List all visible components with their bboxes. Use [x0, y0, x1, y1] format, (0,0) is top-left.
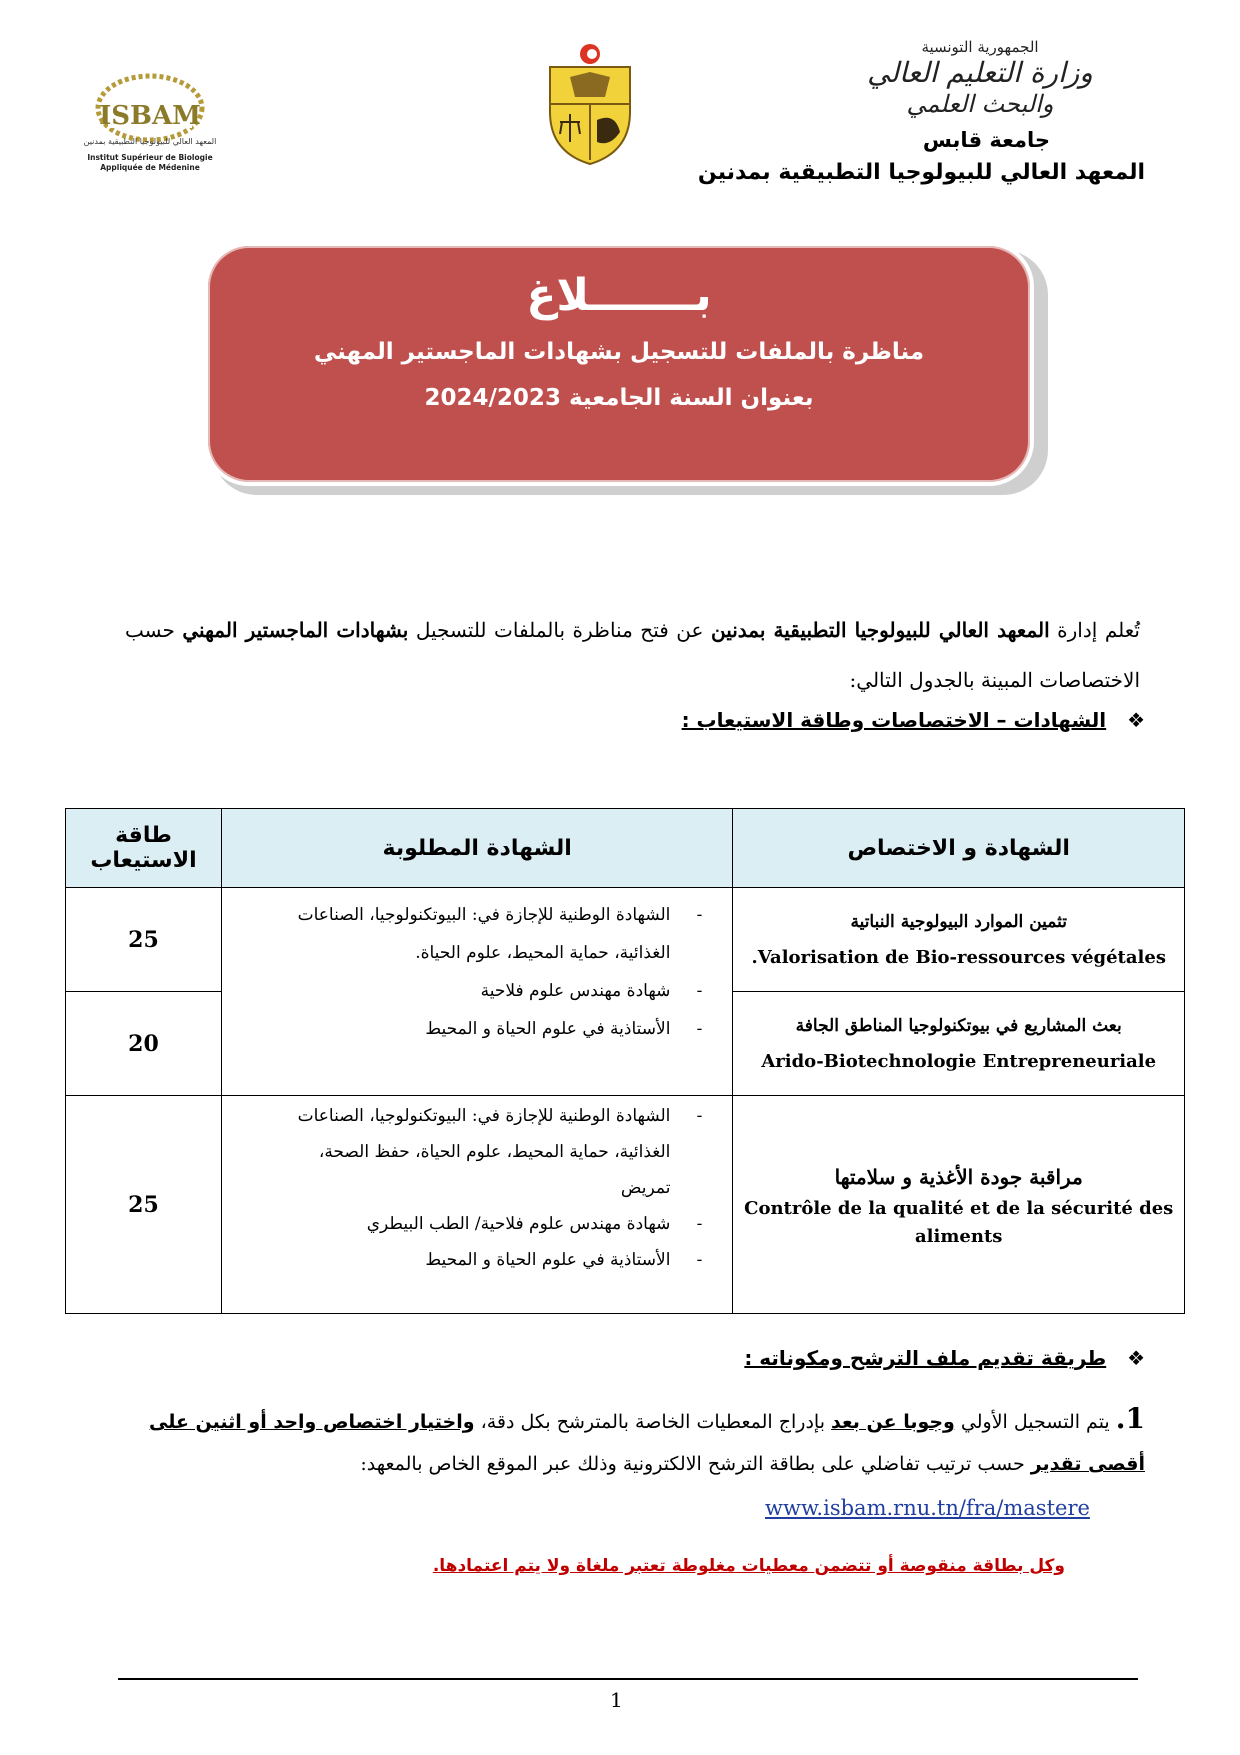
capacity-cell: 25: [66, 888, 222, 992]
table-row: [66, 888, 1185, 992]
svg-text:المعهد العالي للبيولوجيا التطب: المعهد العالي للبيولوجيا التطبيقية بمدنين: [83, 137, 217, 146]
ministry-research-label: والبحث العلمي: [906, 90, 1054, 118]
header-required-certificate: الشهادة المطلوبة: [221, 809, 732, 888]
section-title-application: ❖ طريقة تقديم ملف الترشح ومكوناته :: [744, 1346, 1145, 1370]
specialty-cell: تثمين الموارد البيولوجية النباتية Valorisation de Bio-ressources végétales.: [733, 888, 1185, 992]
table-row: [66, 1096, 1185, 1314]
institute-name: المعهد العالي للبيولوجيا التطبيقية بمدنين: [697, 160, 1145, 185]
svg-text:Appliquée de Médenine: Appliquée de Médenine: [100, 163, 200, 172]
requirements-cell: - الشهادة الوطنية للإجازة في: البيوتكنولوجيا، الصناعات الغذائية، حماية المحيط، علوم الحياة، حفظ الصحة، تمريض - شهادة مهندس علوم فلاحية/ الطب البيطري - الأستاذية في علوم الحياة و المحيط: [221, 1096, 732, 1314]
isbam-logo: [80, 60, 220, 200]
announcement-banner: [204, 242, 1034, 486]
ministry-label: وزارة التعليم العالي: [867, 56, 1093, 89]
bullet-icon: ❖: [1127, 708, 1145, 732]
capacity-cell: 25: [66, 1096, 222, 1314]
specialty-cell: بعث المشاريع في بيوتكنولوجيا المناطق الجافة Arido-Biotechnologie Entrepreneuriale: [733, 992, 1185, 1096]
banner-title: بـــــــلاغ: [526, 270, 712, 321]
footer-divider: [118, 1678, 1138, 1680]
capacity-cell: 20: [66, 992, 222, 1096]
page-number: 1: [610, 1688, 623, 1712]
tunisia-coat-of-arms-icon: [535, 42, 645, 167]
svg-text:Institut Supérieur de Biologie: Institut Supérieur de Biologie: [87, 153, 213, 162]
university-name: جامعة قابس: [922, 128, 1050, 152]
warning-note: وكل بطاقة منقوصة أو تتضمن معطيات مغلوطة تعتبر ملغاة ولا يتم اعتمادها.: [432, 1556, 1065, 1576]
intro-paragraph: تُعلم إدارة المعهد العالي للبيولوجيا التطبيقية بمدنين عن فتح مناظرة بالملفات للتسجيل بشهادات الماجستير المهني حسب الاختصاصات المبينة بالجدول التالي:: [125, 618, 1140, 692]
ministry-header: [840, 38, 1120, 118]
programs-table: [65, 808, 1185, 1314]
specialty-cell: مراقبة جودة الأغذية و سلامتها Contrôle de la qualité et de la sécurité des aliments: [733, 1096, 1185, 1314]
banner-subtitle: مناظرة بالملفات للتسجيل بشهادات الماجستير المهني: [313, 339, 925, 365]
republic-label: الجمهورية التونسية: [921, 38, 1039, 56]
bullet-icon: ❖: [1127, 1346, 1145, 1370]
requirements-cell: - الشهادة الوطنية للإجازة في: البيوتكنولوجيا، الصناعات الغذائية، حماية المحيط، علوم الحياة. - شهادة مهندس علوم فلاحية - الأستاذية في علوم الحياة و المحيط: [221, 888, 732, 1096]
header-capacity: طاقة الاستيعاب: [66, 809, 222, 888]
section-title-certificates: ❖ الشهادات – الاختصاصات وطاقة الاستيعاب :: [681, 708, 1145, 732]
step-1: 1. يتم التسجيل الأولي وجوبا عن بعد بإدراج المعطيات الخاصة بالمترشح بكل دقة، واختيار اختصاص واحد أو اثنين على أقصى تقدير حسب ترتيب تفاضلي على بطاقة الترشح الالكترونية وذلك عبر الموقع الخاص بالمعهد:: [148, 1402, 1145, 1475]
banner-year: بعنوان السنة الجامعية 2024/2023: [424, 385, 814, 411]
isbam-logo-text: ISBAM: [99, 101, 201, 131]
registration-link[interactable]: www.isbam.rnu.tn/fra/mastere: [765, 1496, 1090, 1520]
header-specialty: الشهادة و الاختصاص: [733, 809, 1185, 888]
table-header-row: [66, 809, 1185, 888]
